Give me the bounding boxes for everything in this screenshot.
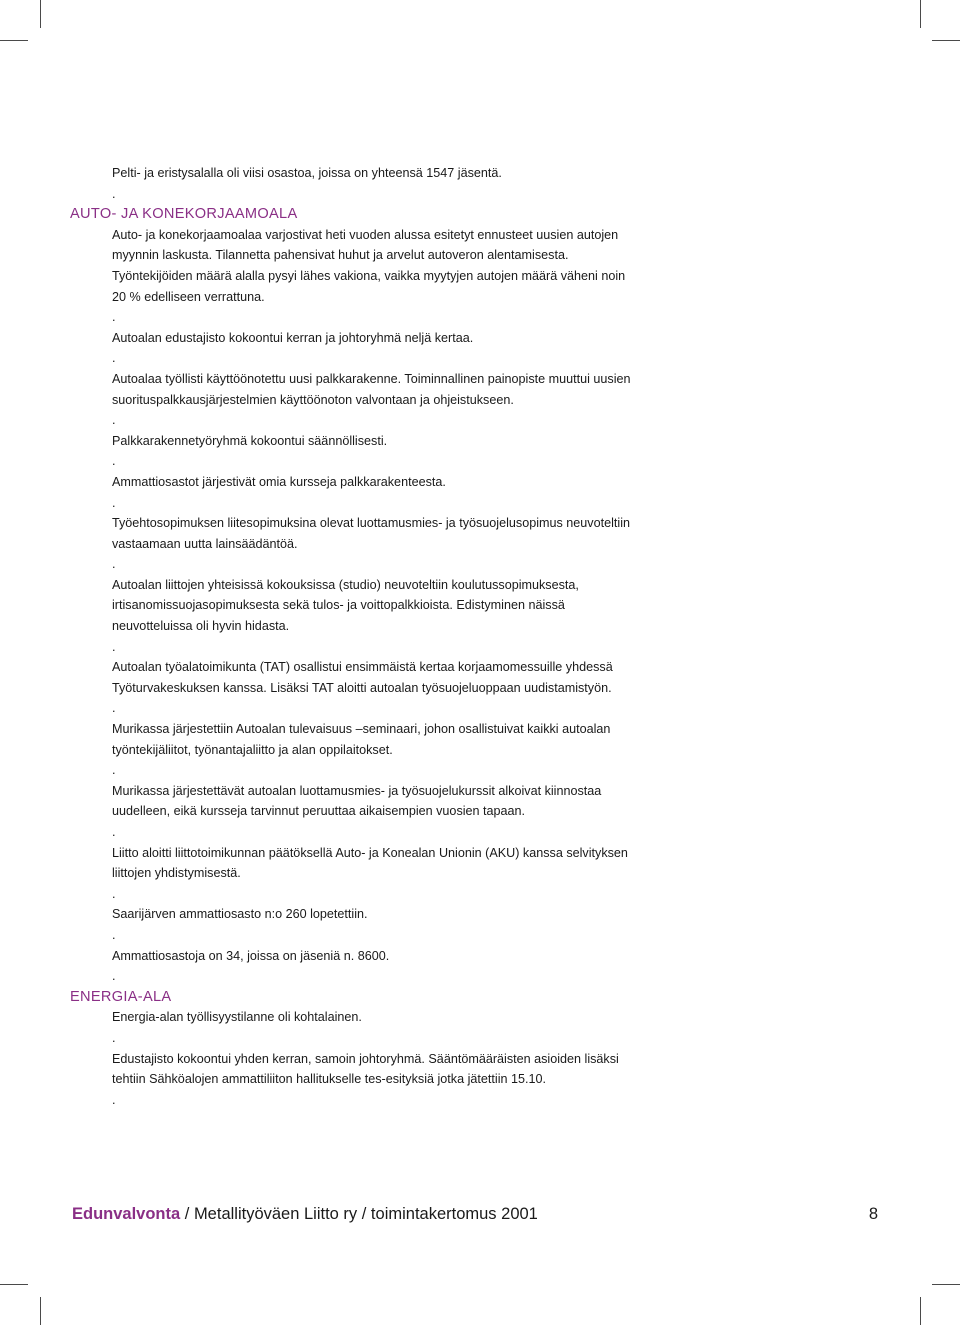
separator-dot: .	[112, 495, 116, 510]
separator-dot: .	[112, 186, 116, 201]
paragraph: Autoalan edustajisto kokoontui kerran ja johtoryhmä neljä kertaa.	[112, 330, 474, 345]
paragraph: Työehtosopimuksen liitesopimuksina olevat luottamusmies- ja työsuojelusopimus neuvoteltiin vastaamaan uutta lainsäädäntöä.	[112, 516, 631, 551]
crop-mark	[0, 40, 28, 41]
separator-dot: .	[112, 1030, 116, 1045]
paragraph: Murikassa järjestettävät autoalan luottamusmies- ja työsuojelukurssit alkoivat kiinnostaa uudelleen, eikä kursseja tarvinnut peruuttaa aikaisempien vuosien tapaan.	[112, 783, 602, 819]
crop-mark	[0, 1284, 28, 1285]
separator-dot: .	[112, 927, 116, 942]
crop-mark	[40, 1297, 41, 1325]
separator-dot: .	[112, 310, 116, 325]
footer-section-title: Edunvalvonta	[72, 1205, 181, 1223]
section-heading: AUTO- JA KONEKORJAAMOALA	[70, 206, 298, 223]
section-heading: ENERGIA-ALA	[70, 988, 172, 1005]
crop-mark	[932, 1284, 960, 1285]
paragraph: Liitto aloitti liittotoimikunnan päätöksellä Auto- ja Konealan Unionin (AKU) kanssa selvityksen liittojen yhdistymisestä.	[112, 845, 628, 881]
separator-dot: .	[112, 1092, 116, 1107]
separator-dot: .	[112, 701, 116, 716]
separator-dot: .	[112, 557, 116, 572]
page-footer	[72, 1202, 892, 1226]
crop-mark	[920, 0, 921, 28]
paragraph: Autoalan työalatoimikunta (TAT) osallistui ensimmäistä kertaa korjaamomessuille yhdessä Työturvakeskuksen kanssa. Lisäksi TAT aloitti autoalan työsuojeluoppaan uudistamistyön.	[112, 660, 613, 695]
separator-dot: .	[112, 886, 116, 901]
paragraph: Autoalan liittojen yhteisissä kokouksissa (studio) neuvoteltiin koulutussopimuksesta, irtisanomissuojasopimuksesta sekä tulos- ja voittopalkkioista. Edistyminen näissä neuvotteluissa oli hyvin hidasta.	[112, 577, 579, 634]
paragraph: Murikassa järjestettiin Autoalan tulevaisuus –seminaari, johon osallistuivat kaikki autoalan työntekijäliitot, työnantajaliitto ja alan oppilaitokset.	[112, 722, 611, 757]
paragraph: Auto- ja konekorjaamoalaa varjostivat heti vuoden alussa esitetyt ennusteet uusien autojen myynnin laskusta. Tilannetta pahensivat huhut ja arvelut autoveron alentamisesta. Työntekijöiden määrä alalla pysyi lähes vakiona, vaikka myytyjen autojen määrä väheni noin 20 % edelliseen verrattuna.	[112, 227, 626, 304]
document-body	[70, 163, 632, 1110]
paragraph: Palkkarakennetyöryhmä kokoontui säännöllisesti.	[112, 433, 388, 448]
separator-dot: .	[112, 413, 116, 428]
separator-dot: .	[112, 351, 116, 366]
separator-dot: .	[112, 825, 116, 839]
paragraph: Edustajisto kokoontui yhden kerran, samoin johtoryhmä. Sääntömääräisten asioiden lisäksi tehtiin Sähköalojen ammattiliiton hallitukselle tes-esityksiä jotka jätettiin 15.10.	[112, 1051, 619, 1087]
footer-publication: / Metallityöväen Liitto ry / toimintakertomus 2001	[180, 1205, 538, 1223]
crop-mark	[932, 40, 960, 41]
paragraph: Pelti- ja eristysalalla oli viisi osastoa, joissa on yhteensä 1547 jäsentä.	[112, 166, 502, 180]
paragraph: Ammattiosastot järjestivät omia kursseja palkkarakenteesta.	[112, 474, 446, 489]
crop-mark	[40, 0, 41, 28]
page-number: 8	[868, 1205, 878, 1223]
paragraph: Ammattiosastoja on 34, joissa on jäseniä n. 8600.	[112, 948, 390, 963]
paragraph: Autoalaa työllisti käyttöönotettu uusi palkkarakenne. Toiminnallinen painopiste muuttui uusien suorituspalkkausjärjestelmien käyttöönoton valvontaan ja ohjeistukseen.	[112, 371, 631, 407]
separator-dot: .	[112, 969, 116, 984]
separator-dot: .	[112, 763, 116, 778]
separator-dot: .	[112, 454, 116, 469]
crop-mark	[920, 1297, 921, 1325]
paragraph: Saarijärven ammattiosasto n:o 260 lopetettiin.	[112, 907, 368, 922]
separator-dot: .	[112, 639, 116, 654]
paragraph: Energia-alan työllisyystilanne oli kohtalainen.	[112, 1010, 362, 1025]
